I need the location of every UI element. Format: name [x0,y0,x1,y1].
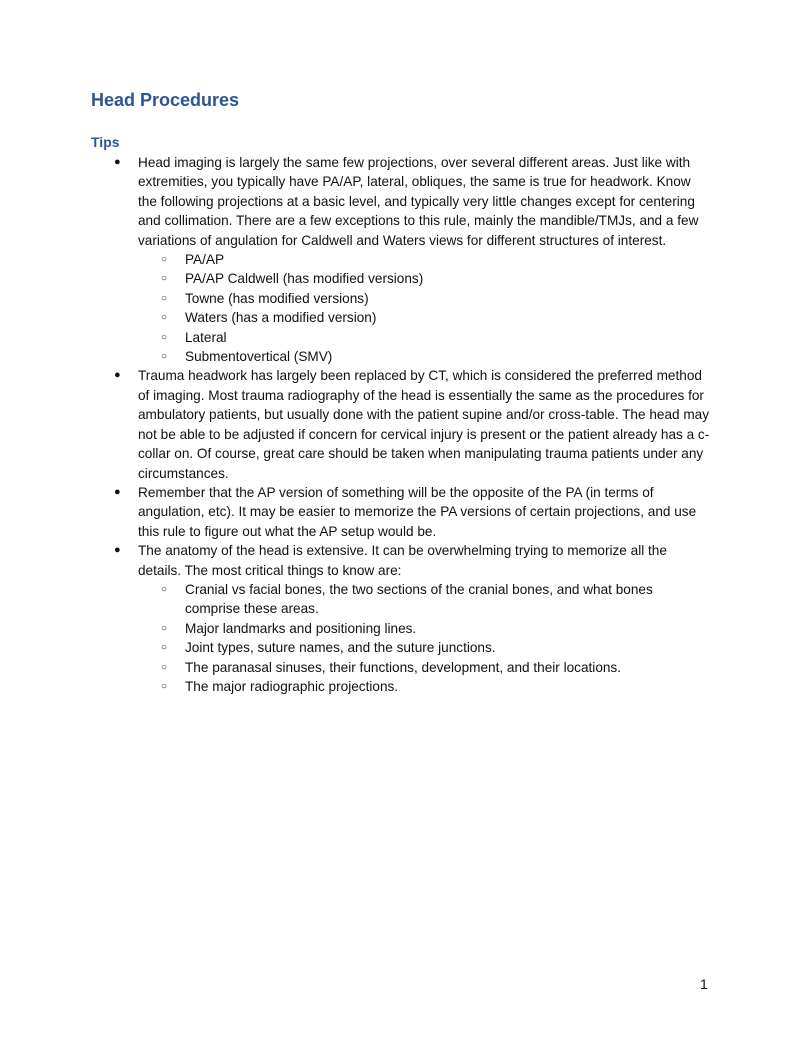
sub-item [138,269,711,288]
hollow-circle-icon: ○ [161,312,168,324]
sub-item [138,250,711,269]
sub-item-text: Cranial vs facial bones, the two sections of the cranial bones, and what bones comprise these areas. [185,581,653,617]
bullet-dot-icon: ● [114,485,121,498]
sub-item-text: PA/AP [185,252,225,268]
sub-item [138,347,711,366]
sub-item-text: Joint types, suture names, and the suture junctions. [185,640,496,656]
bullet-item [91,541,711,696]
tips-content [91,153,711,696]
sub-item-text: Submentovertical (SMV) [185,349,333,365]
bullet-list [91,153,711,696]
hollow-circle-icon: ○ [161,661,168,673]
bullet-item [91,366,711,482]
sub-item [138,658,711,677]
sub-item [138,308,711,327]
sub-item [138,638,711,657]
section-heading-tips: Tips [91,134,120,150]
sub-item [138,328,711,347]
bullet-text: Remember that the AP version of something will be the opposite of the PA (in terms of angulation, etc). It may be easier to memorize the PA versions of certain projections, and use this rule to figure out what the AP setup would be. [138,484,697,539]
hollow-circle-icon: ○ [161,622,168,634]
bullet-item [91,153,711,366]
sub-item-text: The paranasal sinuses, their functions, development, and their locations. [185,659,622,675]
hollow-circle-icon: ○ [161,642,168,654]
sub-item [138,289,711,308]
sub-item-text: Lateral [185,329,227,345]
sub-item-text: Waters (has a modified version) [185,310,377,326]
hollow-circle-icon: ○ [161,331,168,343]
sub-list [138,580,711,696]
hollow-circle-icon: ○ [161,292,168,304]
hollow-circle-icon: ○ [161,273,168,285]
bullet-item [91,483,711,541]
sub-item-text: The major radiographic projections. [185,678,399,694]
bullet-dot-icon: ● [114,544,121,557]
bullet-text: The anatomy of the head is extensive. It can be overwhelming trying to memorize all the details. The most critical things to know are: [138,543,667,578]
sub-item-text: Major landmarks and positioning lines. [185,620,417,636]
hollow-circle-icon: ○ [161,680,168,692]
bullet-text: Trauma headwork has largely been replaced by CT, which is considered the preferred method of imaging. Most trauma radiography of the head is essentially the same as the procedures for ambulatory patients, but usually done with the patient supine and/or cross-table. The head may not be able to be adjusted if concern for cervical injury is present or the patient already has a c-collar on. Of course, great care should be taken when manipulating trauma patients under any circumstances. [138,368,710,481]
sub-item-text: Towne (has modified versions) [185,290,369,306]
hollow-circle-icon: ○ [161,351,168,363]
hollow-circle-icon: ○ [161,254,168,266]
bullet-dot-icon: ● [114,156,121,168]
bullet-dot-icon: ● [114,369,121,382]
sub-item [138,619,711,638]
sub-item [138,677,711,696]
sub-list [138,250,711,366]
sub-item-text: PA/AP Caldwell (has modified versions) [185,271,424,287]
bullet-text: Head imaging is largely the same few projections, over several different areas. Just like with extremities, you typically have PA/AP, lateral, obliques, the same is true for headwork. Know the following projections at a basic level, and typically very little changes except for centering and collimation. There are a few exceptions to this rule, mainly the mandible/TMJs, and a few variations of angulation for Caldwell and Waters views for different structures of interest. [138,155,699,248]
hollow-circle-icon: ○ [161,583,168,595]
sub-item [138,580,711,619]
page-number: 1 [700,976,708,992]
page-title: Head Procedures [91,90,240,110]
